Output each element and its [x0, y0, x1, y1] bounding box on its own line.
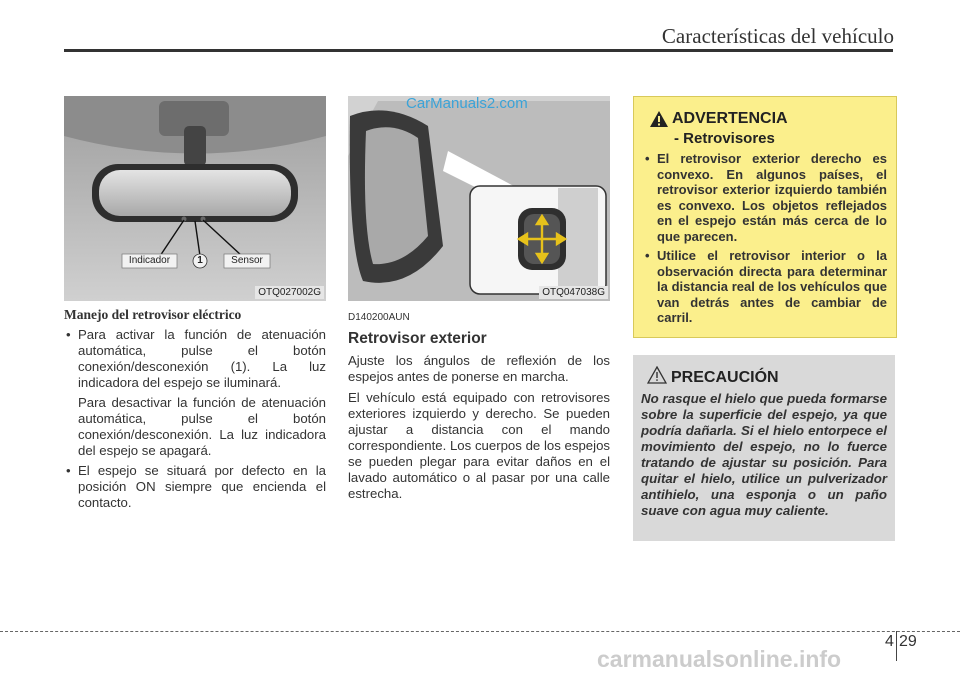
- paragraph: Ajuste los ángulos de reflexión de los espejos antes de ponerse en marcha.: [348, 353, 610, 384]
- footer-rule: [0, 631, 960, 632]
- watermark: CarManuals2.com: [406, 96, 528, 112]
- figure-code: OTQ047038G: [539, 286, 608, 299]
- warning-box: [633, 96, 897, 338]
- middle-column: [348, 310, 610, 502]
- outside-mirror-heading: Retrovisor exterior: [348, 330, 487, 347]
- dimming-heading: Manejo del retrovisor eléctrico: [64, 307, 242, 322]
- caution-box: [633, 355, 895, 541]
- chapter-number: 4: [885, 633, 894, 650]
- page-number: 29: [899, 633, 917, 650]
- section-title: Características del vehículo: [661, 24, 894, 48]
- list-item: • Utilice el retrovisor interior o la observación directa para determinar la distancia real de los vehículos que van detrás antes de cambiar de carril.: [643, 248, 887, 326]
- outside-mirror-illustration: [348, 96, 610, 301]
- interior-mirror-figure: [64, 96, 326, 301]
- list-item-continuation: Para desactivar la función de atenuación automática, pulse el botón conexión/desconexión. La luz indicadora del espejo se apagará.: [78, 395, 326, 458]
- list-item: • El espejo se situará por defecto en la posición ON siempre que encienda el contacto.: [64, 463, 326, 511]
- interior-mirror-illustration: [64, 96, 326, 301]
- list-item: • El retrovisor exterior derecho es convexo. En algunos países, el retrovisor exterior izquierdo también es convexo. Los objetos reflejados en el espejo están más cerca de lo que parecen.: [643, 151, 887, 244]
- caution-triangle-icon: [647, 366, 667, 384]
- paragraph: El vehículo está equipado con retrovisores exteriores izquierdo y derecho. Se pueden ajustar a distancia con el mando correspondiente. Los cuerpos de los espejos se pueden plegar para evitar daños en el lavado automático o al pasar por una calle estrecha.: [348, 390, 610, 501]
- caution-title: PRECAUCIÓN: [671, 369, 779, 386]
- button-number-label: 1: [197, 255, 203, 266]
- section-code: D140200AUN: [348, 312, 410, 323]
- warning-title: ADVERTENCIA: [672, 110, 788, 127]
- list-item: • Para activar la función de atenuación automática, pulse el botón conexión/desconexión (1). La luz indicadora del espejo se iluminará.: [64, 327, 326, 391]
- caution-text: No rasque el hielo que pueda formarse sobre la superficie del espejo, ya que podría dañarla. Si el hielo entorpece el movimiento del espejo, no lo fuerce tratando de ajustar su posición. Para quitar el hielo, utilice un pulverizador antihielo, una esponja o un paño suave con agua muy caliente.: [641, 391, 887, 518]
- figure-code: OTQ027002G: [255, 286, 324, 299]
- page-number-separator: [896, 631, 897, 661]
- warning-triangle-icon: [649, 110, 669, 128]
- site-watermark: carmanualsonline.info: [597, 646, 842, 672]
- header-rule: [64, 49, 893, 52]
- indicator-label: Indicador: [128, 255, 171, 266]
- left-column: [64, 307, 326, 515]
- outside-mirror-figure: [348, 96, 610, 301]
- sensor-label: Sensor: [231, 255, 263, 266]
- warning-list: [643, 151, 887, 330]
- warning-subtitle: - Retrovisores: [674, 130, 775, 147]
